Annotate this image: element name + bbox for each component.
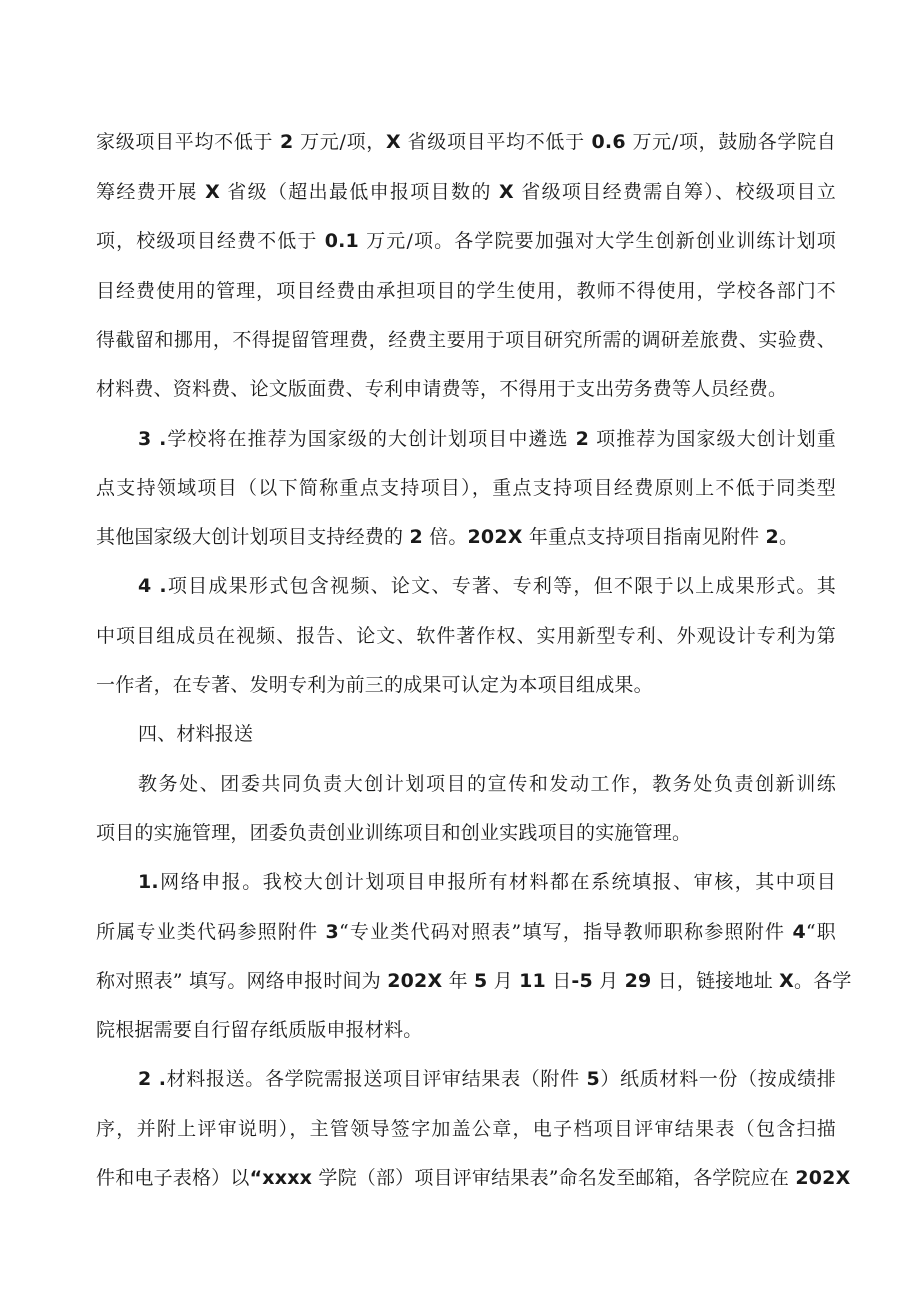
- funding-line-6: 材料费、资料费、论文版面费、专利申请费等，不得用于支出劳务费等人员经费。: [96, 378, 788, 400]
- online-apply-line-4: 院根据需要自行留存纸质版申报材料。: [96, 1019, 423, 1041]
- section-intro-line-1: 教务处、团委共同负责大创计划项目的宣传和发动工作，教务处负责创新训练: [138, 773, 836, 795]
- online-apply-line-2: 所属专业类代码参照附件 3“专业类代码对照表”填写，指导教师职称参照附件 4“职: [96, 921, 836, 943]
- funding-line-1: 家级项目平均不低于 2 万元/项，X 省级项目平均不低于 0.6 万元/项，鼓励各学院自: [96, 131, 836, 153]
- item4-line-2: 中项目组成员在视频、报告、论文、软件著作权、实用新型专利、外观设计专利为第: [96, 625, 836, 647]
- funding-line-4: 目经费使用的管理，项目经费由承担项目的学生使用，教师不得使用，学校各部门不: [96, 280, 836, 302]
- funding-line-5: 得截留和挪用，不得提留管理费，经费主要用于项目研究所需的调研差旅费、实验费、: [96, 329, 836, 351]
- funding-line-2: 筹经费开展 X 省级（超出最低申报项目数的 X 省级项目经费需自筹）、校级项目立: [96, 181, 836, 203]
- material-submit-line-2: 序，并附上评审说明），主管领导签字加盖公章，电子档项目评审结果表（包含扫描: [96, 1118, 836, 1140]
- item3-line-1: 3 .学校将在推荐为国家级的大创计划项目中遴选 2 项推荐为国家级大创计划重: [138, 428, 836, 450]
- material-submit-line-1: 2 .材料报送。各学院需报送项目评审结果表（附件 5）纸质材料一份（按成绩排: [138, 1068, 836, 1090]
- item3-line-2: 点支持领域项目（以下简称重点支持项目），重点支持项目经费原则上不低于同类型: [96, 477, 836, 499]
- material-submit-line-3: 件和电子表格）以“xxxx 学院（部）项目评审结果表”命名发至邮箱，各学院应在 202X: [96, 1167, 851, 1189]
- item4-line-3: 一作者，在专著、发明专利为前三的成果可认定为本项目组成果。: [96, 674, 653, 696]
- section-intro-line-2: 项目的实施管理，团委负责创业训练项目和创业实践项目的实施管理。: [96, 822, 692, 844]
- item4-line-1: 4 .项目成果形式包含视频、论文、专著、专利等，但不限于以上成果形式。其: [138, 575, 836, 597]
- funding-line-3: 项，校级项目经费不低于 0.1 万元/项。各学院要加强对大学生创新创业训练计划项: [96, 230, 836, 252]
- online-apply-line-3: 称对照表” 填写。网络申报时间为 202X 年 5 月 11 日-5 月 29 日，链接地址 X。各学: [96, 970, 852, 992]
- item3-line-3: 其他国家级大创计划项目支持经费的 2 倍。202X 年重点支持项目指南见附件 2。: [96, 526, 799, 548]
- online-apply-line-1: 1.网络申报。我校大创计划项目申报所有材料都在系统填报、审核，其中项目: [138, 871, 836, 893]
- section-heading: 四、材料报送: [138, 723, 254, 745]
